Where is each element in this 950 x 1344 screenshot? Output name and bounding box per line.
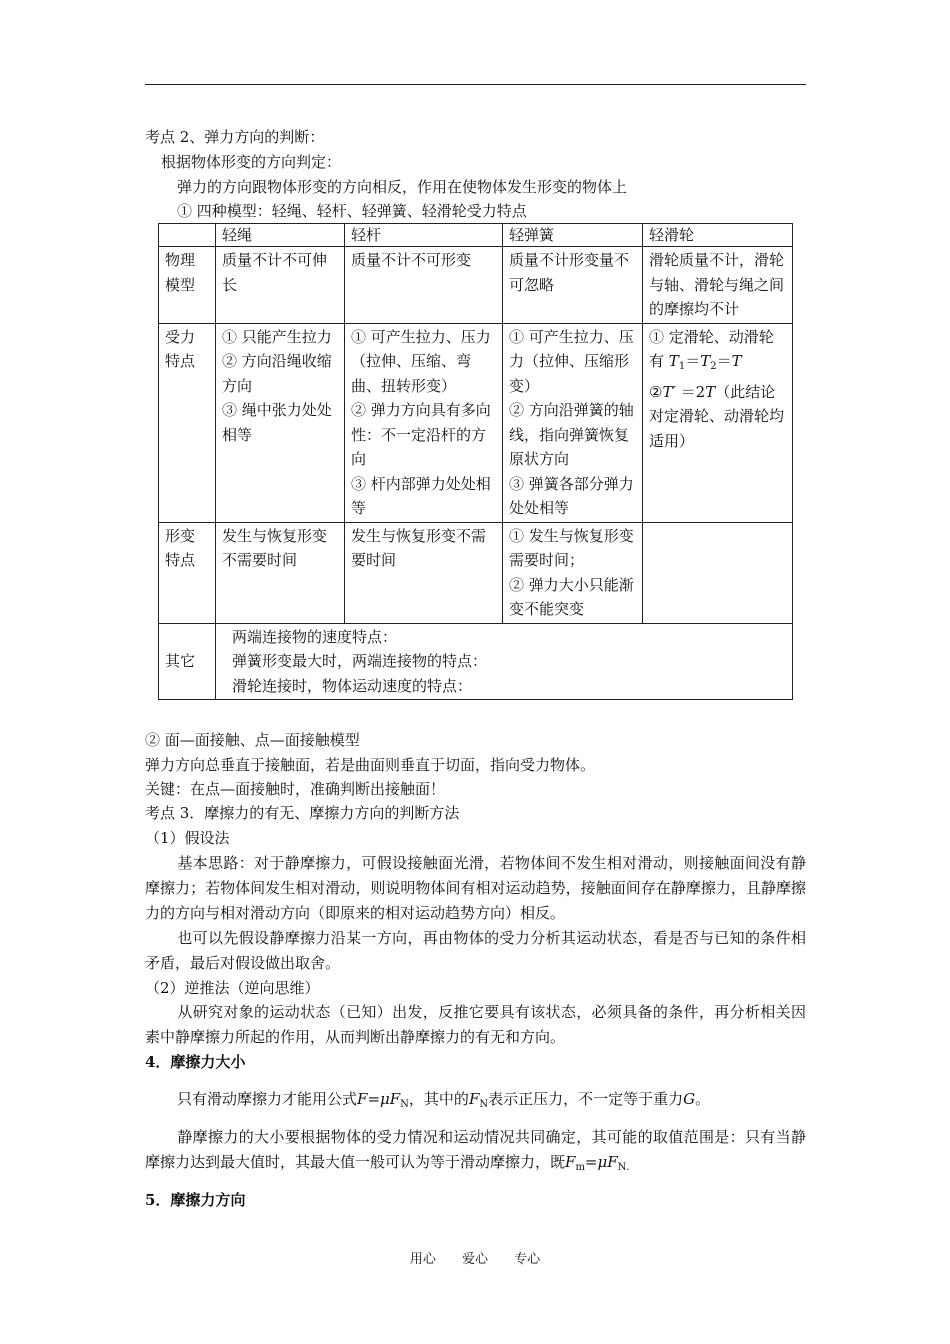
deform-spring-2: ② 弹力大小只能渐变不能突变	[509, 575, 634, 618]
force-spring-1: ① 可产生拉力、压力（拉伸、压缩形变）	[509, 327, 634, 395]
tension-t2: T	[700, 352, 711, 370]
cell-physical-spring: 质量不计形变量不可忽略	[503, 247, 643, 324]
table-header-spring: 轻弹簧	[503, 224, 643, 247]
tension-t1-sub: 1	[678, 361, 686, 372]
method1-title: （1）假设法	[145, 829, 230, 847]
section4-paragraph2	[145, 1125, 806, 1180]
cell-other	[216, 623, 793, 700]
method1-paragraph2	[145, 926, 806, 976]
formula-sub: N	[400, 1099, 409, 1110]
cell-force-rope	[216, 323, 345, 522]
force-rod-2: ② 弹力方向具有多向性：不一定沿杆的方向	[351, 401, 491, 468]
tension-t-prime: T′	[662, 382, 676, 401]
tension-t: T	[731, 352, 742, 370]
pulley-line2-eq: ＝2	[680, 382, 706, 401]
table-header-empty	[159, 224, 216, 247]
table-header-rope: 轻绳	[216, 224, 345, 247]
force-pulley-2	[649, 380, 786, 454]
force-rope-2: ② 方向沿绳收缩方向	[222, 352, 332, 395]
tension-t2-sub: 2	[710, 361, 717, 372]
fm-f: F	[565, 1153, 576, 1171]
fn-f: F	[468, 1090, 480, 1108]
s4-p2-pre: 静摩擦力的大小要根据物体的受力情况和运动情况共同确定，其可能的取值范围是：只有当静摩擦力达到最大值时，其最大值一般可认为等于滑动摩擦力，既	[145, 1128, 806, 1171]
s4-p1-pre: 只有滑动摩擦力才能用公式	[177, 1090, 358, 1108]
cell-deform-pulley	[643, 522, 793, 623]
table-row-physical	[159, 247, 793, 324]
force-rope-3: ③ 绳中张力处处相等	[222, 401, 332, 444]
equals-1: ＝	[685, 352, 701, 370]
method1-paragraph1	[145, 851, 806, 926]
formula-eq: =	[367, 1090, 381, 1108]
section2-rule: 根据物体形变的方向判定：	[161, 153, 342, 171]
section4-paragraph1	[177, 1087, 710, 1117]
s4-p2-end: .	[626, 1162, 630, 1173]
table-header-pulley: 轻滑轮	[643, 224, 793, 247]
cell-deform-rope: 发生与恢复形变不需要时间	[216, 522, 345, 623]
cell-physical-rope: 质量不计不可伸长	[216, 247, 345, 324]
deform-spring-1: ① 发生与恢复形变需要时间；	[509, 526, 634, 569]
gravity-g: G	[683, 1090, 696, 1108]
cell-force-rod	[345, 323, 503, 522]
cell-force-spring	[503, 323, 643, 522]
section4-title: 4．摩擦力大小	[145, 1053, 246, 1071]
other-line-1: 两端连接物的速度特点：	[232, 627, 398, 646]
fn-sub: N	[479, 1099, 489, 1110]
method2-paragraph	[145, 1000, 806, 1050]
s4-p1-end: 。	[695, 1090, 711, 1108]
fm-sub: m	[575, 1162, 585, 1173]
formula-mu: μF	[380, 1090, 401, 1108]
tension-t-2: T	[705, 382, 716, 401]
fm-mu: μF	[597, 1153, 618, 1171]
models-title: ① 四种模型：轻绳、轻杆、轻弹簧、轻滑轮受力特点	[177, 202, 527, 220]
table-header-row	[159, 224, 793, 247]
force-spring-3: ③ 弹簧各部分弹力处处相等	[509, 474, 634, 517]
s4-p1-post: 表示正压力，不一定等于重力	[488, 1090, 684, 1108]
row-label-other: 其它	[159, 623, 216, 700]
pulley-line2-post: （此结论对定滑轮、动滑轮均适用）	[649, 382, 785, 450]
other-line-3: 滑轮连接时，物体运动速度的特点：	[232, 676, 473, 695]
model-table	[158, 223, 793, 700]
cell-physical-pulley: 滑轮质量不计，滑轮与轴、滑轮与绳之间的摩擦均不计	[643, 247, 793, 324]
method2-paragraph-text: 从研究对象的运动状态（已知）出发，反推它要具有该状态，必须具备的条件，再分析相关因素中静摩擦力所起的作用，从而判断出静摩擦力的有无和方向。	[145, 1003, 806, 1046]
other-line-2: 弹簧形变最大时，两端连接物的特点：	[232, 652, 488, 670]
cell-deform-rod: 发生与恢复形变不需要时间	[345, 522, 503, 623]
row-label-deform: 形变特点	[159, 522, 216, 623]
section3-title: 考点 3．摩擦力的有无、摩擦力方向的判断方法	[145, 804, 460, 822]
s4-p1-mid: ，其中的	[408, 1090, 469, 1108]
method2-title: （2）逆推法（逆向思维）	[145, 979, 320, 997]
force-rope-1: ① 只能产生拉力	[222, 327, 332, 346]
section2-title: 考点 2、弹力方向的判断：	[145, 128, 325, 146]
force-rod-3: ③ 杆内部弹力处处相等	[351, 474, 491, 517]
footer-b: 爱心	[461, 1252, 488, 1267]
header-rule	[145, 84, 806, 85]
fm-eq: =	[584, 1153, 598, 1171]
tension-t1: T	[668, 352, 679, 370]
table-header-rod: 轻杆	[345, 224, 503, 247]
contact-title: ② 面—面接触、点—面接触模型	[145, 731, 360, 749]
contact-rule: 弹力方向总垂直于接触面，若是曲面则垂直于切面，指向受力物体。	[145, 756, 596, 774]
row-label-physical: 物理模型	[159, 247, 216, 324]
cell-force-pulley	[643, 323, 793, 522]
row-label-force: 受力特点	[159, 323, 216, 522]
cell-deform-spring	[503, 522, 643, 623]
table-row-deform	[159, 522, 793, 623]
footer-c: 专心	[514, 1252, 541, 1267]
table-row-force	[159, 323, 793, 522]
section5-title: 5．摩擦力方向	[145, 1191, 246, 1209]
footer-a: 用心	[409, 1252, 436, 1267]
force-pulley-1	[649, 325, 786, 380]
force-spring-2: ② 方向沿弹簧的轴线，指向弹簧恢复原状方向	[509, 401, 634, 468]
table-row-other	[159, 623, 793, 700]
contact-key: 关键：在点—面接触时，准确判断出接触面！	[145, 780, 446, 798]
equals-2: ＝	[716, 352, 732, 370]
cell-physical-rod: 质量不计不可形变	[345, 247, 503, 324]
section2-statement: 弹力的方向跟物体形变的方向相反，作用在使物体发生形变的物体上	[177, 178, 628, 196]
method1-paragraph2-text: 也可以先假设静摩擦力沿某一方向，再由物体的受力分析其运动状态，看是否与已知的条件相矛盾，最后对假设做出取舍。	[145, 929, 806, 972]
fm-sub2: N	[617, 1162, 627, 1173]
force-rod-1: ① 可产生拉力、压力（拉伸、压缩、弯曲、扭转形变）	[351, 327, 491, 395]
formula-f: F	[357, 1090, 368, 1108]
pulley-line1-text: ① 定滑轮、动滑轮有	[649, 327, 774, 370]
method1-paragraph1-text: 基本思路：对于静摩擦力，可假设接触面光滑，若物体间不发生相对滑动，则接触面间没有静摩擦力；若物体间发生相对滑动，则说明物体间有相对运动趋势，接触面间存在静摩擦力，且静摩擦力的方向与相对滑动方向（即原来的相对运动趋势方向）相反。	[145, 854, 806, 922]
page-footer	[0, 1248, 950, 1267]
pulley-line2-pre: ②	[649, 382, 663, 401]
